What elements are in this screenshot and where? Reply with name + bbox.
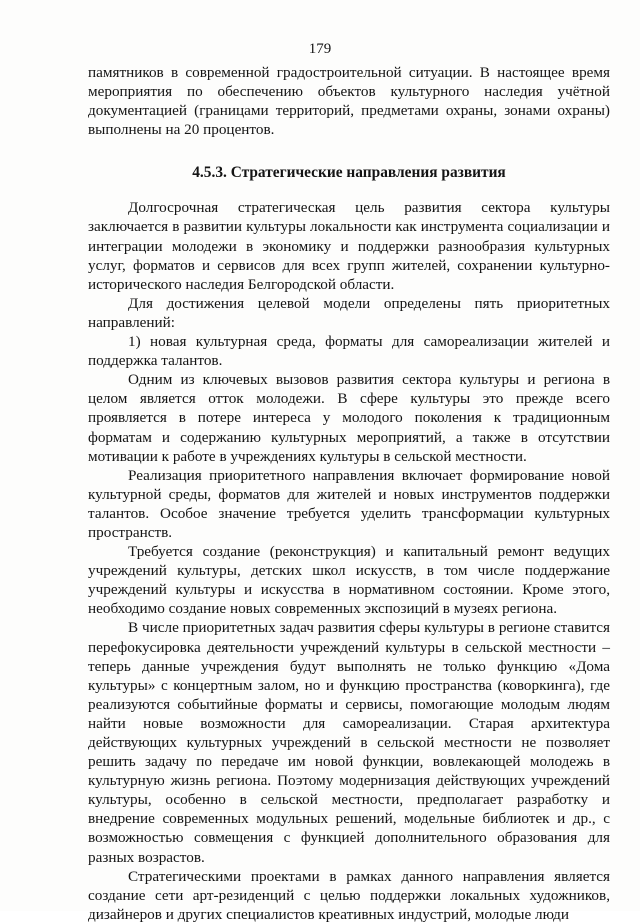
paragraph-direction-1: 1) новая культурная среда, форматы для самореализации жителей и поддержка талантов. (88, 333, 610, 370)
paragraph-youth-outflow: Одним из ключевых вызовов развития сектора культуры и региона в целом является отток молодежи. В сфере культуры это прежде всего проявляется в потере интереса у молодого поколения к традиционным форматам и содержанию культурных мероприятий, а также в отсутствии мотивации к работе в учреждениях культуры в сельской местности. (88, 371, 610, 465)
paragraph-art-residencies: Стратегическими проектами в рамках данного направления является создание сети арт-резиденций с целью поддержки локальных художников, дизайнеров и других специалистов креативных индустрий, молодые люди (88, 867, 610, 923)
paragraph-strategic-goal: Долгосрочная стратегическая цель развития сектора культуры заключается в развитии культуры локальности как инструмента социализации и интеграции молодежи в экономику и поддержки разнообразия культурных услуг, форматов и сервисов для всех групп жителей, сохранении культурно-исторического наследия Белгородской области. (88, 199, 610, 293)
document-body (88, 63, 610, 924)
section-heading: 4.5.3. Стратегические направления развития (192, 164, 506, 182)
paragraph-continued: памятников в современной градостроительной ситуации. В настоящее время мероприятия по обеспечению объектов культурного наследия учётной документацией (границами территорий, предметами охраны, зонами охраны) выполнены на 20 процентов. (88, 64, 610, 139)
paragraph-priority-directions: Для достижения целевой модели определены пять приоритетных направлений: (88, 294, 610, 331)
paragraph-new-cultural-environment: Реализация приоритетного направления включает формирование новой культурной среды, форматов для жителей и новых инструментов поддержки талантов. Особое значение требуется уделить трансформации культурных пространств. (88, 466, 610, 541)
paragraph-refocusing: В числе приоритетных задач развития сферы культуры в регионе ставится перефокусировка деятельности учреждений культуры в сельской местности – теперь данные учреждения будут выполнять не только функцию «Дома культуры» с концертным залом, но и функцию пространства (коворкинга), где реализуются событийные форматы и сервисы, помогающие молодым людям найти новые возможности для самореализации. Старая архитектура действующих культурных учреждений в сельской местности не позволяет решить задачу по передаче им новой функции, вовлекающей молодежь в культурную жизнь региона. Поэтому модернизация действующих учреждений культуры, особенно в сельской местности, предполагает разработку и внедрение современных модульных решений, модельные библиотек и др., с возможностью совмещения с функцией дополнительного образования для разных возрастов. (88, 619, 610, 866)
paragraph-reconstruction: Требуется создание (реконструкция) и капитальный ремонт ведущих учреждений культуры, детских школ искусств, в том числе поддержание учреждений культуры и искусства в нормативном состоянии. Кроме этого, необходимо создание новых современных экспозиций в музеях региона. (88, 543, 610, 618)
page-number: 179 (308, 41, 332, 57)
